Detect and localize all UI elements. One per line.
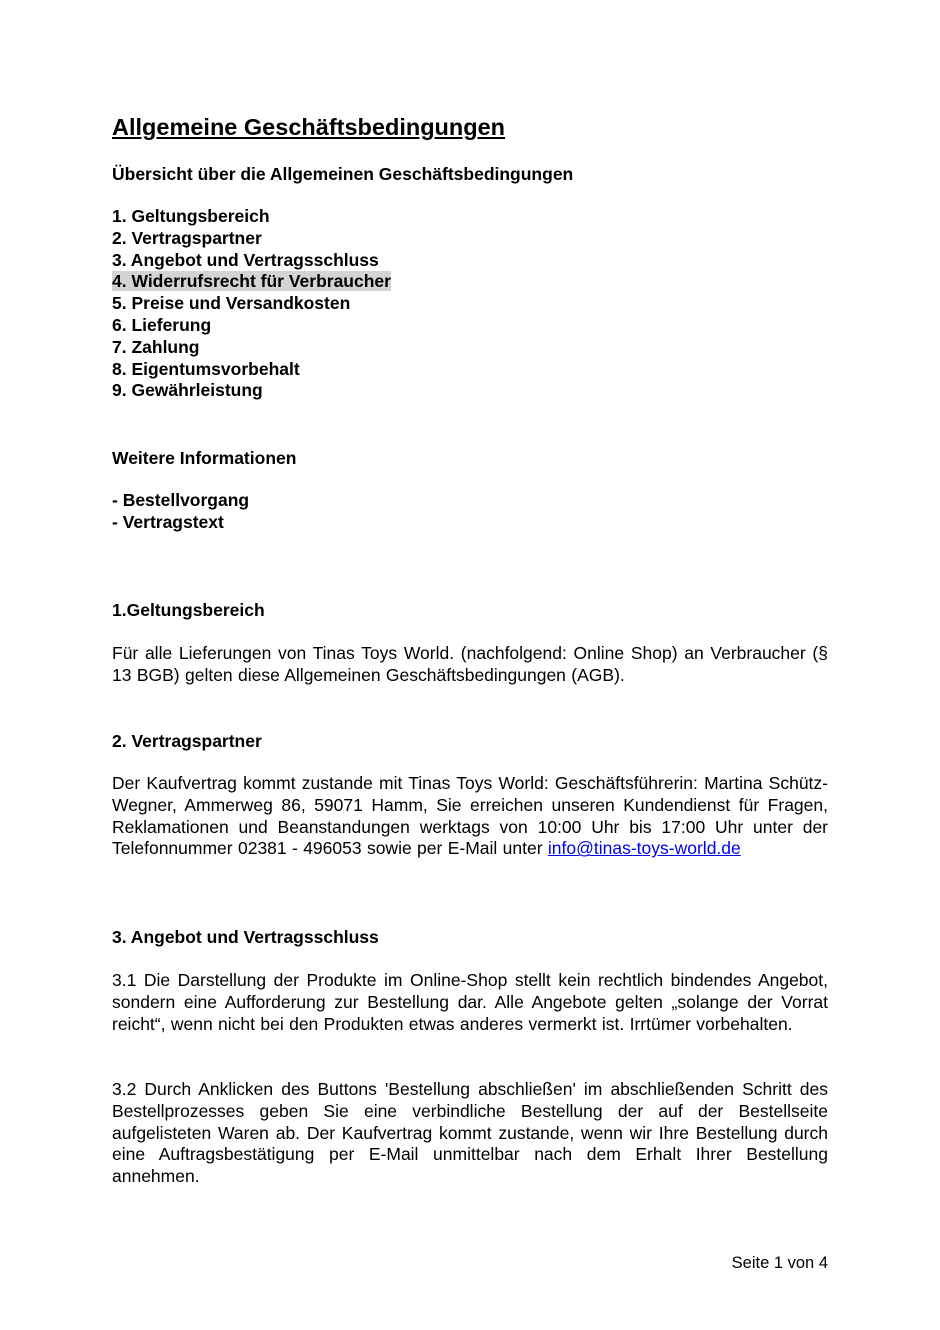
further-info-list [112,490,249,534]
section-1-heading: 1.Geltungsbereich [112,600,265,620]
page-title: Allgemeine Geschäftsbedingungen [112,114,506,140]
section-2-heading: 2. Vertragspartner [112,731,262,751]
toc-item-preise: 5. Preise und Versandkosten [112,293,351,314]
section-2-body: Der Kaufvertrag kommt zustande mit Tinas Toys World: Geschäftsführerin: Martina Schütz-Wegner, Ammerweg 86, 59071 Hamm, Sie erreichen unseren Kundendienst für Fragen, Reklamationen und Beanstandungen werktags von 10:00 Uhr bis 17:00 Uhr unter der Telefonnummer 02381 - 496053 sowie per E-Mail unter [112,773,828,859]
email-link[interactable]: info@tinas-toys-world.de [547,838,741,859]
section-1-text: Für alle Lieferungen von Tinas Toys World. (nachfolgend: Online Shop) an Verbraucher (§ 13 BGB) gelten diese Allgemeinen Geschäftsbedingungen (AGB). [112,643,828,685]
toc-item-lieferung: 6. Lieferung [112,314,212,335]
further-info-heading: Weitere Informationen [112,448,297,468]
page-number: Seite 1 von 4 [731,1254,828,1272]
section-3-paragraph-2: 3.2 Durch Anklicken des Buttons 'Bestellung abschließen' im abschließenden Schritt des Bestellprozesses geben Sie eine verbindliche Bestellung der auf der Bestellseite aufgelisteten Waren ab. Der Kaufvertrag kommt zustande, wenn wir Ihre Bestellung durch eine Auftragsbestätigung per E-Mail unmittelbar nach dem Erhalt Ihrer Bestellung annehmen. [112,1079,828,1187]
document-page [112,0,828,1330]
section-2-text [112,773,828,860]
section-3-heading: 3. Angebot und Vertragsschluss [112,927,379,947]
further-item-vertragstext: - Vertragstext [112,511,224,532]
toc-highlight: 4. Widerrufsrecht für Verbraucher [112,271,391,292]
toc-item-gewaehrleistung: 9. Gewährleistung [112,380,263,401]
table-of-contents [112,206,391,402]
further-item-bestellvorgang: - Bestellvorgang [112,490,250,510]
overview-heading: Übersicht über die Allgemeinen Geschäftsbedingungen [112,164,574,184]
toc-item-geltungsbereich: 1. Geltungsbereich [112,206,270,226]
toc-item-angebot: 3. Angebot und Vertragsschluss [112,249,379,270]
toc-item-vertragspartner: 2. Vertragspartner [112,227,262,248]
toc-item-widerrufsrecht [112,271,391,293]
toc-item-zahlung: 7. Zahlung [112,336,200,357]
section-3-paragraph-1: 3.1 Die Darstellung der Produkte im Online-Shop stellt kein rechtlich bindendes Angebot, sondern eine Aufforderung zur Bestellung dar. Alle Angebote gelten „solange der Vorrat reicht“, wenn nicht bei den Produkten etwas anderes vermerkt ist. Irrtümer vorbehalten. [112,970,828,1034]
toc-item-eigentumsvorbehalt: 8. Eigentumsvorbehalt [112,358,300,379]
